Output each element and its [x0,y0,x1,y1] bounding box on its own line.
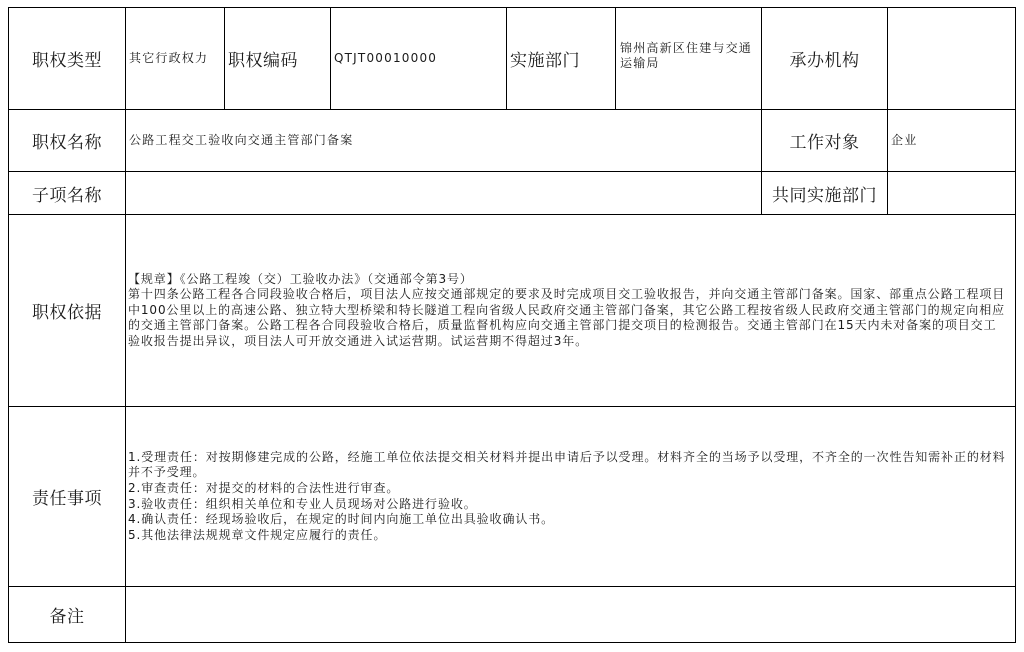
subitem-label: 子项名称 [9,172,126,215]
target-label: 工作对象 [762,110,888,172]
duty-item: 3.验收责任：组织相关单位和专业人员现场对公路进行验收。 [128,496,477,511]
basis-line-title: 【规章】《公路工程竣（交）工验收办法》（交通部令第3号） [128,271,473,286]
code-value: QTJT00010000 [331,8,507,110]
duty-item: 4.确认责任：经现场验收后，在规定的时间内向施工单位出具验收确认书。 [128,512,555,527]
remark-value [126,587,1015,642]
duty-item: 1.受理责任：对按期修建完成的公路，经施工单位依法提交相关材料并提出申请后予以受理。材料齐全的当场予以受理，不齐全的一次性告知需补正的材料并不予受理。 [128,449,1006,480]
subitem-value [126,172,762,215]
remark-label: 备注 [9,587,126,642]
agency-value [888,8,1015,110]
agency-label: 承办机构 [762,8,888,110]
type-label: 职权类型 [9,8,126,110]
department-value: 锦州高新区住建与交通运输局 [616,8,762,110]
basis-label: 职权依据 [9,215,126,407]
basis-content [126,215,1015,407]
name-label: 职权名称 [9,110,126,172]
authority-table [8,7,1016,643]
type-value: 其它行政权力 [126,8,225,110]
code-label: 职权编码 [225,8,331,110]
basis-line-body: 第十四条公路工程各合同段验收合格后，项目法人应按交通部规定的要求及时完成项目交工验收报告，并向交通主管部门备案。国家、部重点公路工程项目中100公里以上的高速公路、独立特大型桥梁和特长隧道工程向省级人民政府交通主管部门备案，其它公路工程按省级人民政府交通主管部门的规定向相应的交通主管部门备案。公路工程各合同段验收合格后，质量监督机构应向交通主管部门提交项目的检测报告。交通主管部门在15天内未对备案的项目交工验收报告提出异议，项目法人可开放交通进入试运营期。试运营期不得超过3年。 [128,287,1006,348]
name-value: 公路工程交工验收向交通主管部门备案 [126,110,762,172]
duty-content [126,407,1015,587]
target-value: 企业 [888,110,1015,172]
joint-dept-value [888,172,1015,215]
department-label: 实施部门 [507,8,616,110]
duty-item: 5.其他法律法规规章文件规定应履行的责任。 [128,527,387,542]
joint-dept-label: 共同实施部门 [762,172,888,215]
duty-item: 2.审查责任：对提交的材料的合法性进行审查。 [128,480,400,495]
duty-label: 责任事项 [9,407,126,587]
